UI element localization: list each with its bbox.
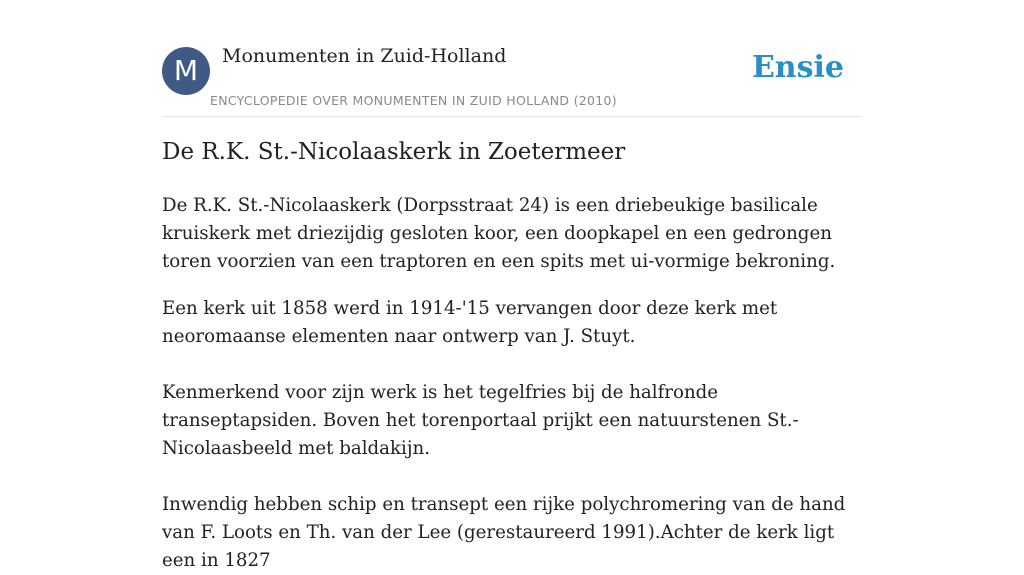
source-avatar[interactable]: M [162, 47, 210, 95]
article-paragraph: Kenmerkend voor zijn werk is het tegelfries bij de halfronde transeptapsiden. Boven het torenportaal prijkt een natuurstenen St.-Nicolaasbeeld met baldakijn. [162, 382, 799, 459]
article-title: De R.K. St.-Nicolaaskerk in Zoetermeer [162, 139, 626, 165]
article-body [162, 192, 862, 575]
article-paragraph: Inwendig hebben schip en transept een rijke polychromering van de hand van F. Loots en Th. van der Lee (gerestaureerd 1991).Achter de kerk ligt een in 1827 [162, 494, 846, 571]
ensie-logo-link[interactable]: Ensie [751, 50, 844, 85]
source-title-link[interactable]: Monumenten in Zuid-Holland [222, 45, 507, 67]
article-paragraph: Een kerk uit 1858 werd in 1914-'15 vervangen door deze kerk met neoromaanse elementen naar ontwerp van J. Stuyt. [162, 298, 778, 347]
source-subtitle: ENCYCLOPEDIE OVER MONUMENTEN IN ZUID HOLLAND (2010) [210, 93, 617, 108]
source-header [162, 0, 862, 117]
article-paragraph: De R.K. St.-Nicolaaskerk (Dorpsstraat 24) is een driebeukige basilicale kruiskerk met driezijdig gesloten koor, een doopkapel en een gedrongen toren voorzien van een traptoren en een spits met ui-vormige bekroning. [162, 195, 836, 272]
content-container [162, 0, 862, 571]
